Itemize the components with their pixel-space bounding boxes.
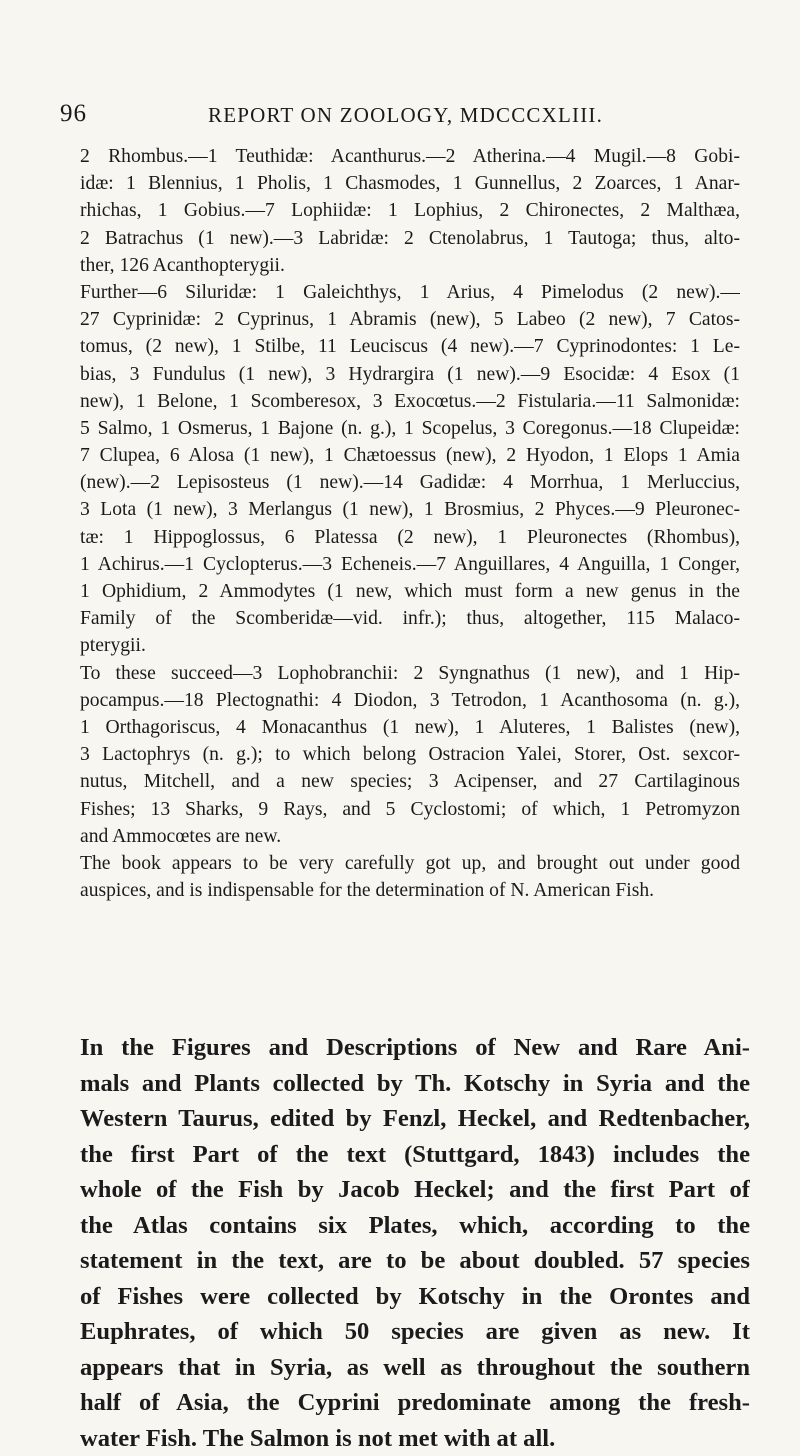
text-line: pocampus.—18 Plectognathi: 4 Diodon, 3 Tetrodon, 1 Acanthosoma (n. g.), [80, 687, 740, 714]
text-line: tomus, (2 new), 1 Stilbe, 11 Leuciscus (4 new).—7 Cyprinodontes: 1 Le- [80, 333, 740, 360]
text-line: In the Figures and Descriptions of New and Rare Ani- [80, 1030, 750, 1066]
text-line: of Fishes were collected by Kotschy in the Orontes and [80, 1279, 750, 1315]
text-line: To these succeed—3 Lophobranchii: 2 Syngnathus (1 new), and 1 Hip- [80, 660, 740, 687]
text-line: the Atlas contains six Plates, which, according to the [80, 1208, 750, 1244]
text-line: ther, 126 Acanthopterygii. [80, 252, 740, 279]
text-line: and Ammocœtes are new. [80, 823, 740, 850]
text-line: tæ: 1 Hippoglossus, 6 Platessa (2 new), 1 Pleuronectes (Rhombus), [80, 524, 740, 551]
text-line: 3 Lota (1 new), 3 Merlangus (1 new), 1 Brosmius, 2 Phyces.—9 Pleuronec- [80, 496, 740, 523]
text-line: 2 Rhombus.—1 Teuthidæ: Acanthurus.—2 Atherina.—4 Mugil.—8 Gobi- [80, 143, 740, 170]
heckel-paragraph [80, 1030, 750, 1456]
text-line: rhichas, 1 Gobius.—7 Lophiidæ: 1 Lophius, 2 Chironectes, 2 Malthæa, [80, 197, 740, 224]
text-line: Fishes; 13 Sharks, 9 Rays, and 5 Cyclostomi; of which, 1 Petromyzon [80, 796, 740, 823]
text-line: 2 Batrachus (1 new).—3 Labridæ: 2 Ctenolabrus, 1 Tautoga; thus, alto- [80, 225, 740, 252]
text-line: pterygii. [80, 632, 740, 659]
text-line: the first Part of the text (Stuttgard, 1843) includes the [80, 1137, 750, 1173]
fish-list-paragraph [80, 143, 740, 904]
text-line: bias, 3 Fundulus (1 new), 3 Hydrargira (1 new).—9 Esocidæ: 4 Esox (1 [80, 361, 740, 388]
running-head: REPORT ON ZOOLOGY, MDCCCXLIII. [208, 103, 603, 128]
text-line: 1 Ophidium, 2 Ammodytes (1 new, which must form a new genus in the [80, 578, 740, 605]
text-line: 1 Achirus.—1 Cyclopterus.—3 Echeneis.—7 Anguillares, 4 Anguilla, 1 Conger, [80, 551, 740, 578]
text-line: 1 Orthagoriscus, 4 Monacanthus (1 new), 1 Aluteres, 1 Balistes (new), [80, 714, 740, 741]
text-line: whole of the Fish by Jacob Heckel; and the first Part of [80, 1172, 750, 1208]
text-line: 7 Clupea, 6 Alosa (1 new), 1 Chætoessus (new), 2 Hyodon, 1 Elops 1 Amia [80, 442, 740, 469]
text-line: auspices, and is indispensable for the determination of N. American Fish. [80, 877, 740, 904]
text-line: new), 1 Belone, 1 Scomberesox, 3 Exocœtus.—2 Fistularia.—11 Salmonidæ: [80, 388, 740, 415]
text-line: Euphrates, of which 50 species are given as new. It [80, 1314, 750, 1350]
text-line: Family of the Scomberidæ—vid. infr.); thus, altogether, 115 Malaco- [80, 605, 740, 632]
page-header [0, 100, 800, 130]
text-line: appears that in Syria, as well as throughout the southern [80, 1350, 750, 1386]
text-line: Western Taurus, edited by Fenzl, Heckel, and Redtenbacher, [80, 1101, 750, 1137]
text-line: Further—6 Siluridæ: 1 Galeichthys, 1 Arius, 4 Pimelodus (2 new).— [80, 279, 740, 306]
text-line: idæ: 1 Blennius, 1 Pholis, 1 Chasmodes, 1 Gunnellus, 2 Zoarces, 1 Anar- [80, 170, 740, 197]
text-line: mals and Plants collected by Th. Kotschy in Syria and the [80, 1066, 750, 1102]
text-line: 5 Salmo, 1 Osmerus, 1 Bajone (n. g.), 1 Scopelus, 3 Coregonus.—18 Clupeidæ: [80, 415, 740, 442]
text-line: water Fish. The Salmon is not met with at all. [80, 1421, 750, 1456]
text-line: nutus, Mitchell, and a new species; 3 Acipenser, and 27 Cartilaginous [80, 768, 740, 795]
page-number: 96 [60, 100, 87, 128]
text-line: The book appears to be very carefully got up, and brought out under good [80, 850, 740, 877]
text-line: statement in the text, are to be about doubled. 57 species [80, 1243, 750, 1279]
text-line: 3 Lactophrys (n. g.); to which belong Ostracion Yalei, Storer, Ost. sexcor- [80, 741, 740, 768]
text-line: 27 Cyprinidæ: 2 Cyprinus, 1 Abramis (new), 5 Labeo (2 new), 7 Catos- [80, 306, 740, 333]
text-line: (new).—2 Lepisosteus (1 new).—14 Gadidæ: 4 Morrhua, 1 Merluccius, [80, 469, 740, 496]
text-line: half of Asia, the Cyprini predominate among the fresh- [80, 1385, 750, 1421]
